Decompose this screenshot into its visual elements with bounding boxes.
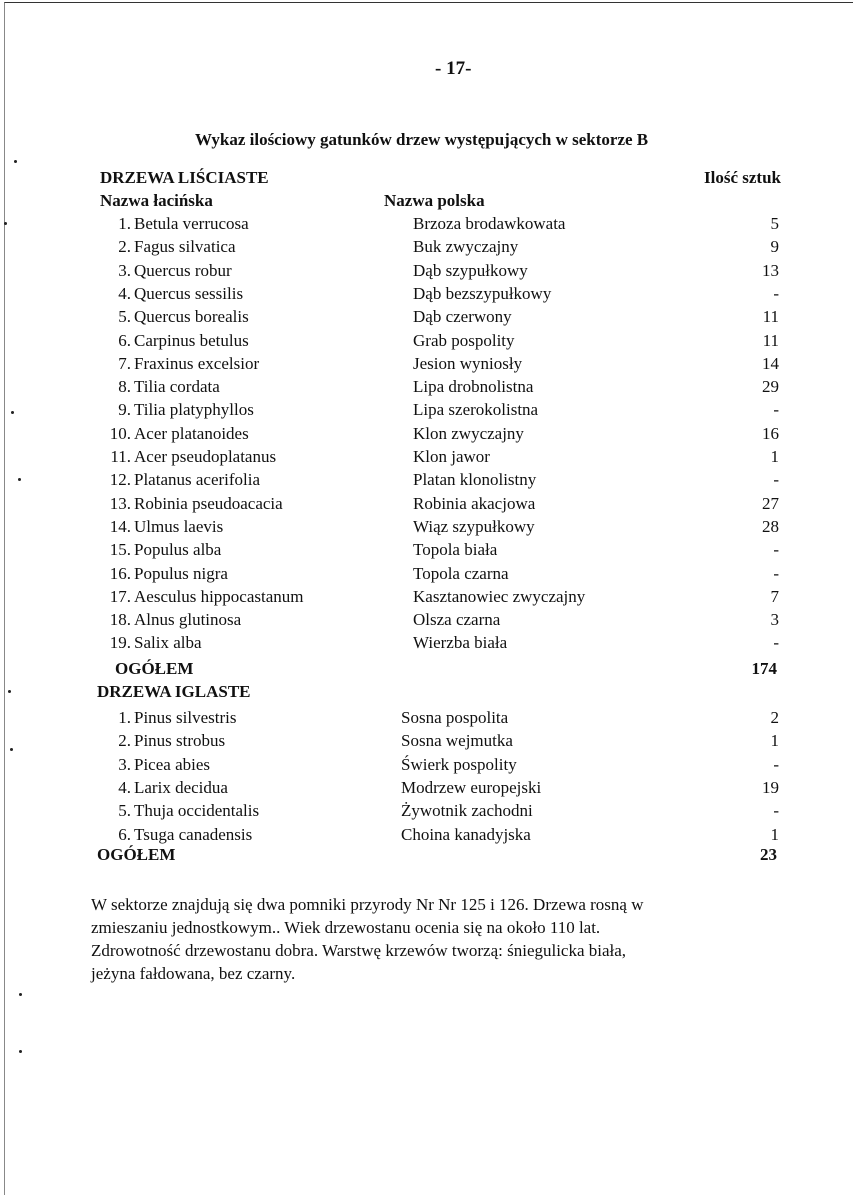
quantity: - xyxy=(773,540,779,560)
polish-name: Olsza czarna xyxy=(413,610,501,630)
quantity: 1 xyxy=(770,731,779,751)
row-number: 9. xyxy=(118,400,131,420)
table-row xyxy=(0,494,855,517)
row-number: 16. xyxy=(109,563,131,583)
notes-line: zmieszaniu jednostkowym.. Wiek drzewostanu ocenia się na około 110 lat. xyxy=(91,918,601,937)
row-number: 6. xyxy=(118,824,131,844)
row-number: 15. xyxy=(109,540,131,560)
quantity: 29 xyxy=(762,377,779,397)
quantity: 27 xyxy=(762,493,779,513)
latin-name: Larix decidua xyxy=(134,777,228,797)
quantity: 28 xyxy=(762,516,779,536)
polish-name: Brzoza brodawkowata xyxy=(413,214,566,233)
table-row xyxy=(0,261,855,284)
row-number: 1. xyxy=(118,214,131,233)
latin-name: Aesculus hippocastanum xyxy=(134,586,304,606)
quantity: - xyxy=(773,400,779,420)
row-number: 13. xyxy=(109,493,131,513)
row-number: 4. xyxy=(118,777,131,797)
quantity: 13 xyxy=(762,260,779,280)
row-number: 2. xyxy=(118,237,131,257)
polish-name: Modrzew europejski xyxy=(401,777,542,797)
polish-name: Dąb szypułkowy xyxy=(413,260,528,280)
latin-name: Salix alba xyxy=(134,633,202,653)
polish-name: Sosna wejmutka xyxy=(401,731,513,751)
row-number: 14. xyxy=(109,516,131,536)
latin-name: Robinia pseudoacacia xyxy=(134,493,283,513)
document-title: Wykaz ilościowy gatunków drzew występujących w sektorze B xyxy=(195,130,649,149)
latin-name: Acer platanoides xyxy=(134,423,249,443)
table-row xyxy=(0,377,855,400)
polish-name: Lipa drobnolistna xyxy=(413,377,534,397)
latin-name: Populus alba xyxy=(134,540,222,560)
quantity: 3 xyxy=(770,610,779,630)
row-number: 1. xyxy=(118,708,131,727)
latin-name: Carpinus betulus xyxy=(134,330,249,350)
latin-name: Tilia cordata xyxy=(134,377,220,397)
latin-name: Fagus silvatica xyxy=(134,237,236,257)
table-row xyxy=(0,447,855,470)
polish-name: Wiąz szypułkowy xyxy=(413,516,535,536)
table-row xyxy=(0,610,855,633)
latin-name: Populus nigra xyxy=(134,563,228,583)
table-row xyxy=(0,331,855,354)
quantity: 16 xyxy=(762,423,779,443)
latin-name: Betula verrucosa xyxy=(134,214,249,233)
polish-name: Klon zwyczajny xyxy=(413,423,524,443)
table-row xyxy=(0,778,855,801)
row-number: 3. xyxy=(118,754,131,774)
polish-name: Robinia akacjowa xyxy=(413,493,536,513)
scan-speck xyxy=(4,222,7,225)
row-number: 8. xyxy=(118,377,131,397)
table-row xyxy=(0,517,855,540)
row-number: 11. xyxy=(110,447,131,466)
latin-name: Picea abies xyxy=(134,754,210,774)
row-number: 2. xyxy=(118,731,131,751)
latin-name: Platanus acerifolia xyxy=(134,470,261,490)
row-number: 17. xyxy=(109,586,131,606)
table-row xyxy=(0,587,855,610)
row-number: 10. xyxy=(109,423,131,443)
table-row xyxy=(0,633,855,656)
quantity: - xyxy=(773,470,779,490)
quantity: - xyxy=(773,754,779,774)
quantity: 1 xyxy=(770,824,779,844)
quantity: 9 xyxy=(770,237,779,257)
row-number: 12. xyxy=(109,470,131,490)
row-number: 7. xyxy=(118,353,131,373)
table-row xyxy=(0,237,855,260)
polish-name: Choina kanadyjska xyxy=(401,824,531,844)
polish-name: Grab pospolity xyxy=(413,330,515,350)
polish-name: Jesion wyniosły xyxy=(413,353,523,373)
table-row xyxy=(0,708,855,731)
polish-name: Buk zwyczajny xyxy=(413,237,519,257)
latin-column-header: Nazwa łacińska xyxy=(100,191,213,210)
notes-line: W sektorze znajdują się dwa pomniki przyrody Nr Nr 125 i 126. Drzewa rosną w xyxy=(91,895,644,914)
latin-name: Tsuga canadensis xyxy=(134,824,253,844)
quantity: 11 xyxy=(762,330,779,350)
row-number: 6. xyxy=(118,330,131,350)
conifer-heading: DRZEWA IGLASTE xyxy=(97,682,251,701)
latin-name: Quercus borealis xyxy=(134,307,249,327)
deciduous-total-label: OGÓŁEM xyxy=(115,659,194,678)
deciduous-heading: DRZEWA LIŚCIASTE xyxy=(100,168,269,187)
quantity: 5 xyxy=(770,214,779,233)
row-number: 5. xyxy=(118,801,131,821)
row-number: 19. xyxy=(109,633,131,653)
scan-speck xyxy=(8,690,11,693)
polish-name: Kasztanowiec zwyczajny xyxy=(413,586,586,606)
latin-name: Thuja occidentalis xyxy=(134,801,260,821)
page-number: - 17- xyxy=(435,58,472,79)
quantity: 7 xyxy=(770,586,779,606)
polish-name: Dąb czerwony xyxy=(413,307,512,327)
latin-name: Pinus silvestris xyxy=(134,708,237,727)
quantity-column-header: Ilość sztuk xyxy=(704,168,781,187)
polish-name: Dąb bezszypułkowy xyxy=(413,283,552,303)
scan-speck xyxy=(19,1050,22,1053)
scan-speck xyxy=(10,748,13,751)
row-number: 18. xyxy=(109,610,131,630)
quantity: - xyxy=(773,563,779,583)
quantity: 2 xyxy=(770,708,779,727)
row-number: 4. xyxy=(118,283,131,303)
latin-name: Ulmus laevis xyxy=(134,516,224,536)
table-row xyxy=(0,354,855,377)
conifer-total-label: OGÓŁEM xyxy=(97,845,176,864)
deciduous-total-value: 174 xyxy=(751,659,777,678)
polish-name: Żywotnik zachodni xyxy=(401,801,533,821)
polish-name: Lipa szerokolistna xyxy=(413,400,539,420)
scan-speck xyxy=(14,160,17,163)
latin-name: Quercus sessilis xyxy=(134,283,244,303)
polish-name: Świerk pospolity xyxy=(401,754,517,774)
quantity: 11 xyxy=(762,307,779,327)
latin-name: Pinus strobus xyxy=(134,731,226,751)
scan-speck xyxy=(18,478,21,481)
notes-line: jeżyna fałdowana, bez czarny. xyxy=(91,964,296,983)
conifer-total-value: 23 xyxy=(760,845,777,864)
latin-name: Fraxinus excelsior xyxy=(134,353,260,373)
table-row xyxy=(0,307,855,330)
polish-name: Topola czarna xyxy=(413,563,509,583)
latin-name: Acer pseudoplatanus xyxy=(134,447,277,466)
quantity: - xyxy=(773,633,779,653)
table-row xyxy=(0,755,855,778)
polish-name: Platan klonolistny xyxy=(413,470,537,490)
notes-line: Zdrowotność drzewostanu dobra. Warstwę krzewów tworzą: śniegulicka biała, xyxy=(91,941,627,960)
table-row xyxy=(0,564,855,587)
latin-name: Tilia platyphyllos xyxy=(134,400,254,420)
polish-name: Topola biała xyxy=(413,540,498,560)
latin-name: Alnus glutinosa xyxy=(134,610,242,630)
quantity: - xyxy=(773,801,779,821)
table-row xyxy=(0,424,855,447)
polish-name: Klon jawor xyxy=(413,447,490,466)
row-number: 5. xyxy=(118,307,131,327)
table-row xyxy=(0,400,855,423)
table-row xyxy=(0,470,855,493)
table-row xyxy=(0,731,855,754)
polish-name: Sosna pospolita xyxy=(401,708,509,727)
scan-speck xyxy=(11,411,14,414)
scan-speck xyxy=(19,993,22,996)
notes-paragraph xyxy=(91,893,771,985)
polish-column-header: Nazwa polska xyxy=(384,191,485,210)
table-row xyxy=(0,540,855,563)
quantity: 19 xyxy=(762,777,779,797)
quantity: 14 xyxy=(762,353,779,373)
quantity: 1 xyxy=(770,447,779,466)
table-row xyxy=(0,214,855,237)
polish-name: Wierzba biała xyxy=(413,633,508,653)
table-row xyxy=(0,801,855,824)
row-number: 3. xyxy=(118,260,131,280)
table-row xyxy=(0,284,855,307)
latin-name: Quercus robur xyxy=(134,260,232,280)
quantity: - xyxy=(773,283,779,303)
